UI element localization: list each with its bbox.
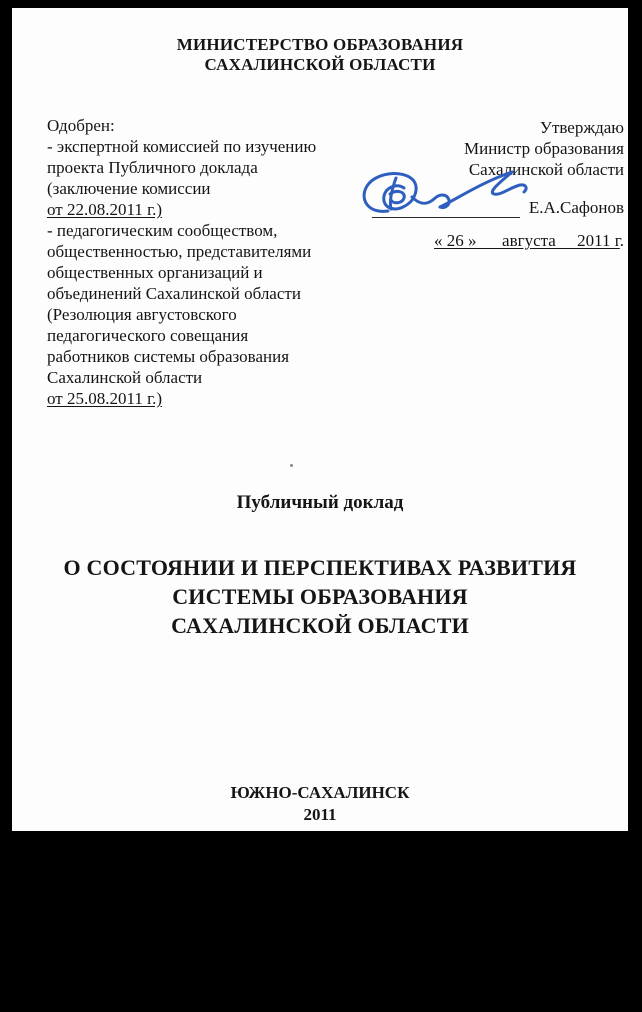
approved-item2-line6: педагогического совещания [47, 326, 249, 345]
report-title [12, 553, 628, 640]
approved-item2-line1: - педагогическим сообществом, [47, 221, 278, 240]
document-page [12, 8, 628, 831]
approval-line1: Утверждаю [539, 118, 624, 137]
signature-line [372, 171, 520, 218]
report-title-line2: СИСТЕМЫ ОБРАЗОВАНИЯ [172, 584, 468, 609]
report-subtitle: Публичный доклад [236, 492, 404, 513]
scan-artifact-dot [290, 464, 293, 467]
approved-item1-line1: - экспертной комиссией по изучению [47, 137, 317, 156]
approved-item2-line3: общественных организаций и [47, 263, 263, 282]
approved-item1-line3: (заключение комиссии [47, 179, 211, 198]
approval-date-suffix: . [619, 231, 624, 250]
footer-year: 2011 [303, 805, 337, 824]
approved-label: Одобрен: [47, 116, 115, 135]
report-title-line1: О СОСТОЯНИИ И ПЕРСПЕКТИВАХ РАЗВИТИЯ [63, 555, 577, 580]
approved-item2-line2: общественностью, представителями [47, 242, 312, 261]
approved-item2-line4: объединений Сахалинской области [47, 284, 301, 303]
approval-date [434, 230, 624, 251]
ministry-header [12, 35, 628, 75]
signature-scribble-icon [356, 165, 552, 223]
approval-line3: Сахалинской области [468, 160, 624, 179]
approved-item2-line7: работников системы образования [47, 347, 290, 366]
approved-item2-line5: (Резолюция августовского [47, 305, 237, 324]
report-title-line3: САХАЛИНСКОЙ ОБЛАСТИ [171, 613, 469, 638]
approval-line2: Министр образования [463, 139, 624, 158]
footer-block [12, 782, 628, 826]
approved-item2-date: от 25.08.2011 г.) [47, 389, 163, 408]
ministry-header-line2: САХАЛИНСКОЙ ОБЛАСТИ [204, 55, 436, 74]
ministry-header-line1: МИНИСТЕРСТВО ОБРАЗОВАНИЯ [176, 35, 464, 54]
signature-row [372, 168, 624, 218]
approved-block [47, 115, 367, 409]
approved-item2-line8: Сахалинской области [47, 368, 203, 387]
approval-date-underlined: « 26 » августа 2011 г [434, 231, 620, 250]
signer-name: Е.А.Сафонов [528, 198, 624, 217]
approved-item1-line2: проекта Публичного доклада [47, 158, 258, 177]
approved-item1-date: от 22.08.2011 г.) [47, 200, 163, 219]
footer-city: ЮЖНО-САХАЛИНСК [230, 783, 410, 802]
